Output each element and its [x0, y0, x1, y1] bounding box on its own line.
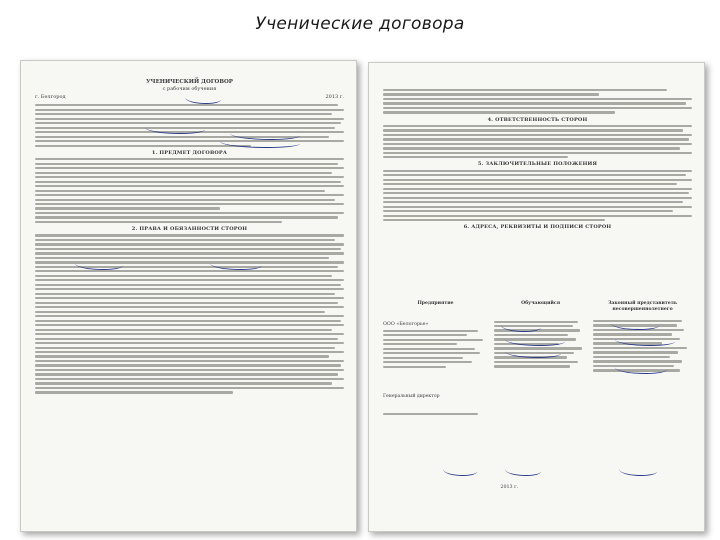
- contract-city: г. Белгород: [35, 94, 66, 100]
- section-heading: 5. ЗАКЛЮЧИТЕЛЬНЫЕ ПОЛОЖЕНИЯ: [477, 161, 598, 168]
- contract-subheading: с рабочим обучения: [162, 86, 217, 92]
- contract-heading: УЧЕНИЧЕСКИЙ ДОГОВОР: [146, 79, 233, 85]
- party-heading: Законный представитель несовершеннолетнего: [608, 301, 677, 312]
- section-heading: 4. ОТВЕТСТВЕННОСТЬ СТОРОН: [487, 116, 588, 123]
- party-details-table: [383, 301, 692, 521]
- signatory-title: Генеральный директор: [383, 393, 440, 399]
- section-heading: 1. ПРЕДМЕТ ДОГОВОРА: [151, 149, 228, 156]
- contract-year: 2013 г.: [325, 94, 344, 100]
- signature-year: 2013 г.: [500, 485, 519, 490]
- handwritten-fill: [185, 93, 221, 104]
- contract-page-right: [368, 62, 705, 532]
- party-heading: Обучающийся: [521, 301, 561, 306]
- party-heading: Предприятие: [417, 301, 454, 306]
- contract-text-right: [383, 73, 692, 523]
- handwritten-fill: [210, 259, 262, 270]
- section-heading: 2. ПРАВА И ОБЯЗАННОСТИ СТОРОН: [131, 226, 248, 233]
- slide-title: Ученические договора: [255, 14, 465, 34]
- section-heading: 6. АДРЕСА, РЕКВИЗИТЫ И ПОДПИСИ СТОРОН: [463, 224, 612, 231]
- org-name: ООО «Белогорье»: [383, 321, 429, 327]
- handwritten-fill: [75, 259, 123, 270]
- contract-text-left: [35, 71, 344, 523]
- contract-page-left: [20, 60, 357, 532]
